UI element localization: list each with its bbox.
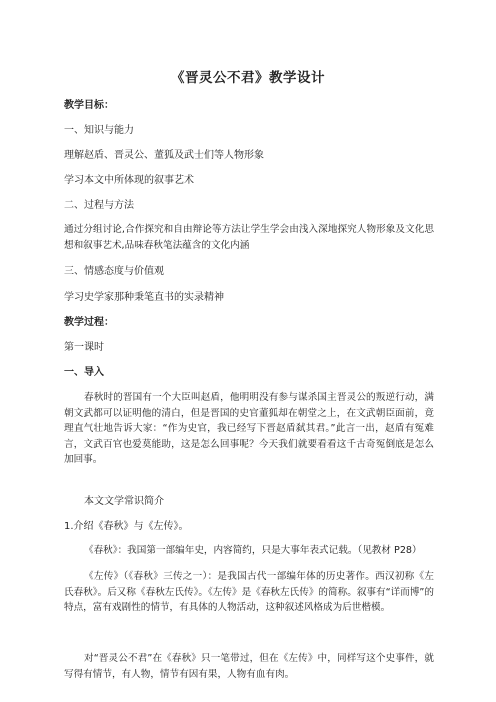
goal1-heading: 一、知识与能力 (64, 125, 134, 136)
goal3-text: 学习史学家那种秉笔直书的实录精神 (64, 292, 224, 303)
zuozhuan-paragraph: 《左传》（《春秋》三传之一）：是我国古代一部编年体的历史著作。西汉初称《左氏春秋》。后又称《春秋左氏传》。《左传》是《春秋左氏传》的简称。叙事有“详而博”的特点，富有戏剧性的情节，有具体的人物活动，这种叙述风格成为后世楷模。 (64, 571, 434, 613)
goal2-text: 通过分组讨论,合作探究和自由辩论等方法让学生学会由浅入深地探究人物形象及文化思想和叙事艺术,品味春秋笔法蕴含的文化内涵 (64, 224, 434, 251)
goal3-heading: 三、情感态度与价值观 (64, 266, 164, 277)
teaching-process-heading: 教学过程： (64, 317, 114, 328)
item1-heading: 1.介绍《春秋》与《左传》。 (64, 521, 189, 532)
document-title: 《晋灵公不君》教学设计 (171, 70, 325, 86)
compare-paragraph: 对“晋灵公不君”在《春秋》只一笔带过，但在《左传》中，同样写这个史事件，就写得有情节，有人物，情节有因有果，人物有血有肉。 (64, 653, 434, 680)
section1-heading: 一、导入 (64, 367, 104, 378)
background-heading: 本文文学常识简介 (84, 496, 164, 507)
teaching-goals-heading: 教学目标： (64, 100, 114, 111)
goal1-item2: 学习本文中所体现的叙事艺术 (64, 175, 194, 186)
lesson-label: 第一课时 (64, 342, 104, 353)
goal1-item1: 理解赵盾、晋灵公、董狐及武士们等人物形象 (64, 150, 264, 161)
goal2-heading: 二、过程与方法 (64, 200, 134, 211)
chunqiu-paragraph: 《春秋》：我国第一部编年史，内容简约，只是大事年表式记载。（见教材 P28） (84, 545, 422, 556)
intro-paragraph: 春秋时的晋国有一个大臣叫赵盾，他明明没有参与谋杀国主晋灵公的叛逆行动，满朝文武都可以证明他的清白，但是晋国的史官董狐却在朝堂之上，在文武朝臣面前，竟理直气壮地告诉大家：“作为史官，我已经写下晋赵盾弑其君。”此言一出，赵盾有冤难言，文武百官也爱莫能助，这是怎么回事呢？今天我们就要看看这千古奇冤倒底是怎么加回事。 (64, 392, 434, 465)
